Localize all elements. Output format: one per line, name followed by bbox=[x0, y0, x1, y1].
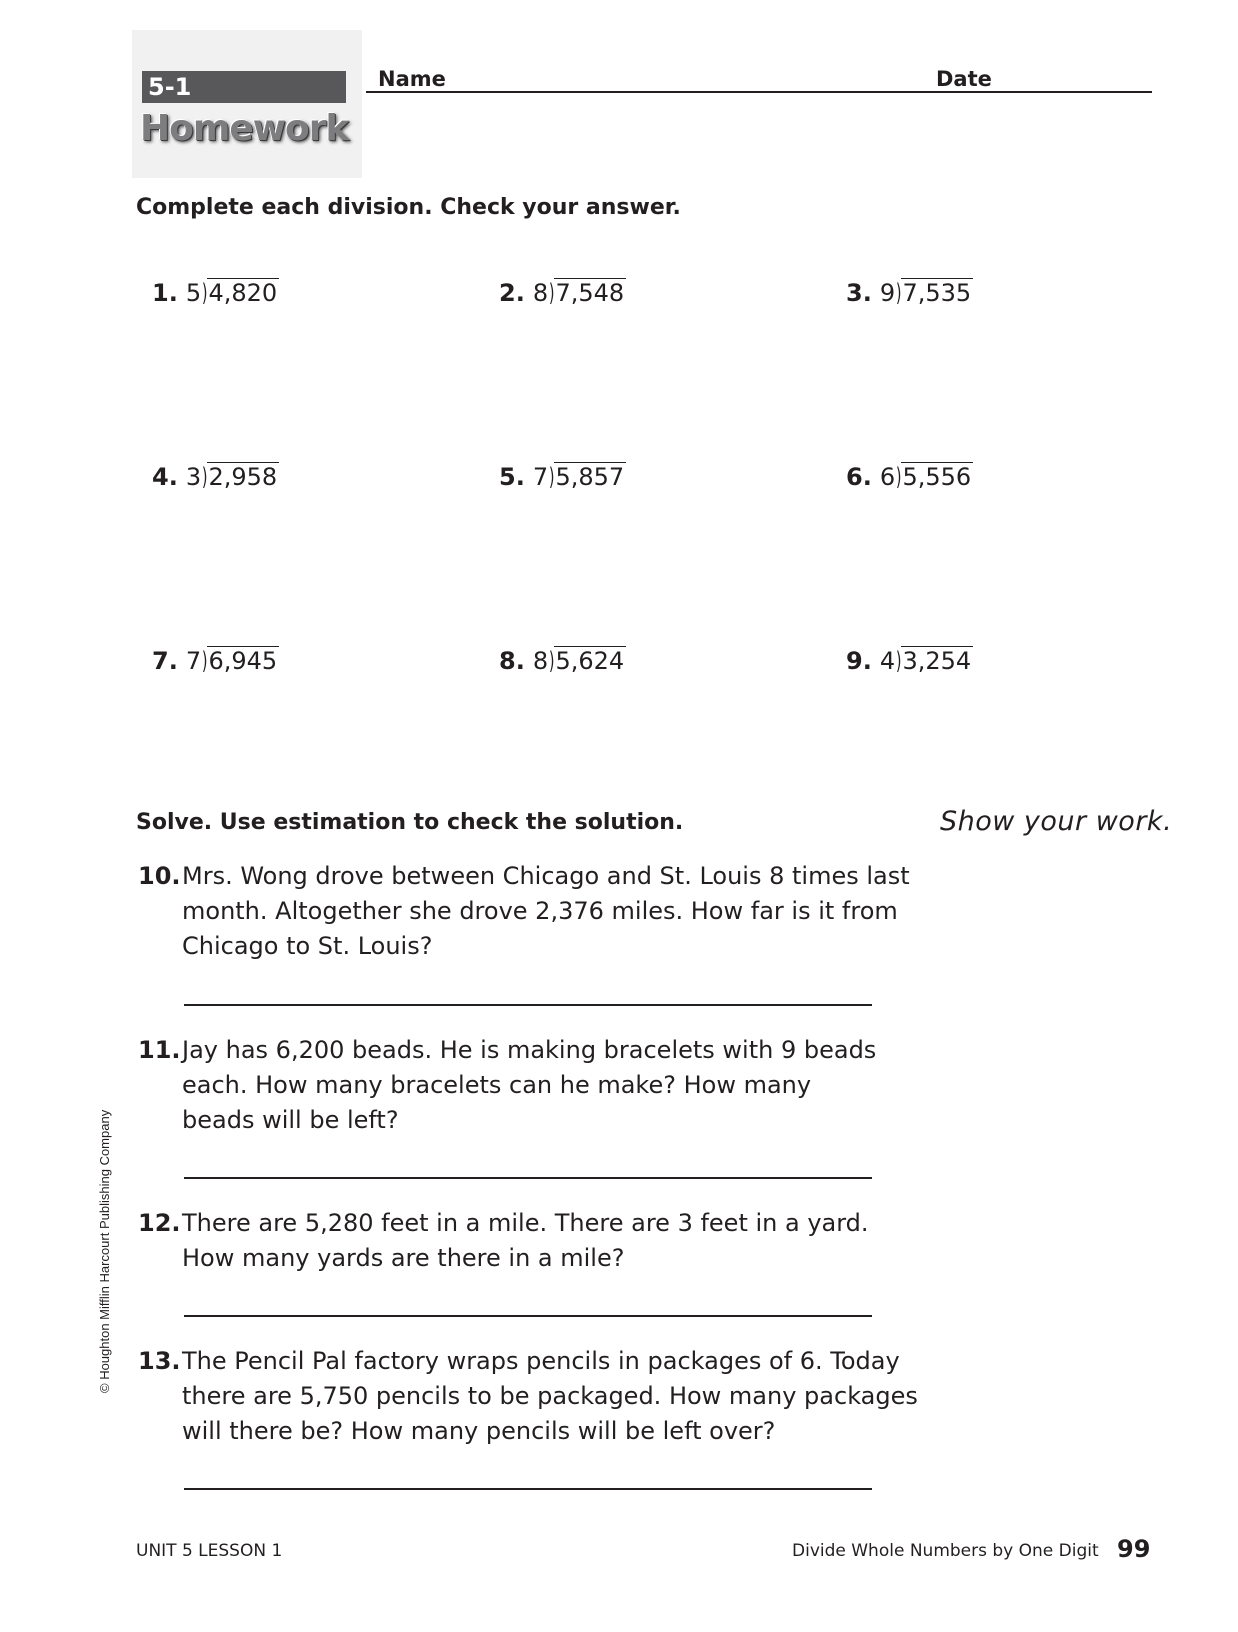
copyright-notice: © Houghton Mifflin Harcourt Publishing Company bbox=[97, 1109, 112, 1393]
problem-number: 7. bbox=[152, 647, 178, 675]
lesson-code: 5-1 bbox=[142, 71, 346, 103]
section2-instruction: Solve. Use estimation to check the solution. bbox=[136, 810, 684, 835]
divisor: 8 bbox=[532, 647, 549, 675]
question-line: beads will be left? bbox=[182, 1106, 399, 1134]
division-problem bbox=[152, 278, 279, 307]
problem-number: 9. bbox=[846, 647, 872, 675]
question-number: 10. bbox=[138, 862, 181, 890]
division-bracket: ) bbox=[548, 463, 555, 491]
division-problem bbox=[499, 462, 626, 491]
division-bracket: ) bbox=[201, 463, 208, 491]
problem-number: 6. bbox=[846, 463, 872, 491]
show-your-work-note: Show your work. bbox=[940, 806, 1173, 837]
division-problem bbox=[846, 646, 973, 675]
division-problem bbox=[846, 462, 973, 491]
answer-line bbox=[184, 1177, 872, 1179]
divisor: 7 bbox=[532, 463, 549, 491]
dividend: 7,535 bbox=[902, 279, 972, 307]
word-problem bbox=[138, 1344, 922, 1449]
division-bracket: ) bbox=[895, 463, 902, 491]
dividend: 7,548 bbox=[555, 279, 625, 307]
division-problem bbox=[499, 278, 626, 307]
question-line: each. How many bracelets can he make? How many bbox=[182, 1071, 812, 1099]
answer-line bbox=[184, 1488, 872, 1490]
section1-instruction: Complete each division. Check your answer. bbox=[136, 195, 681, 220]
division-problem bbox=[152, 646, 279, 675]
dividend: 6,945 bbox=[208, 647, 278, 675]
division-bracket: ) bbox=[548, 647, 555, 675]
problem-number: 1. bbox=[152, 279, 178, 307]
question-line: there are 5,750 pencils to be packaged. How many packages bbox=[182, 1382, 918, 1410]
date-label: Date bbox=[936, 67, 992, 91]
dividend: 5,857 bbox=[555, 463, 625, 491]
question-line: There are 5,280 feet in a mile. There are 3 feet in a yard. bbox=[182, 1209, 869, 1237]
question-line: Mrs. Wong drove between Chicago and St. Louis 8 times last bbox=[182, 862, 910, 890]
footer-lesson-title: Divide Whole Numbers by One Digit bbox=[792, 1541, 1099, 1561]
division-bracket: ) bbox=[201, 279, 208, 307]
page-number: 99 bbox=[1117, 1535, 1151, 1563]
question-line: month. Altogether she drove 2,376 miles. How far is it from bbox=[182, 897, 898, 925]
problem-number: 3. bbox=[846, 279, 872, 307]
dividend: 5,624 bbox=[555, 647, 625, 675]
problem-number: 5. bbox=[499, 463, 525, 491]
problem-number: 8. bbox=[499, 647, 525, 675]
division-problem bbox=[499, 646, 626, 675]
question-line: How many yards are there in a mile? bbox=[182, 1244, 625, 1272]
problem-number: 4. bbox=[152, 463, 178, 491]
word-problem bbox=[138, 1206, 922, 1276]
division-bracket: ) bbox=[201, 647, 208, 675]
divisor: 3 bbox=[185, 463, 202, 491]
lesson-badge bbox=[132, 30, 362, 178]
division-problem bbox=[152, 462, 279, 491]
problem-number: 2. bbox=[499, 279, 525, 307]
question-number: 13. bbox=[138, 1347, 181, 1375]
question-number: 12. bbox=[138, 1209, 181, 1237]
footer-unit-lesson: UNIT 5 LESSON 1 bbox=[136, 1541, 283, 1561]
name-date-line bbox=[366, 91, 1152, 93]
question-line: will there be? How many pencils will be left over? bbox=[182, 1417, 776, 1445]
divisor: 8 bbox=[532, 279, 549, 307]
question-line: Jay has 6,200 beads. He is making bracelets with 9 beads bbox=[182, 1036, 877, 1064]
homework-title: Homework bbox=[140, 108, 349, 149]
answer-line bbox=[184, 1315, 872, 1317]
dividend: 4,820 bbox=[208, 279, 278, 307]
divisor: 9 bbox=[879, 279, 896, 307]
division-problem bbox=[846, 278, 973, 307]
word-problem bbox=[138, 859, 922, 964]
divisor: 5 bbox=[185, 279, 202, 307]
question-number: 11. bbox=[138, 1036, 181, 1064]
dividend: 5,556 bbox=[902, 463, 972, 491]
divisor: 7 bbox=[185, 647, 202, 675]
question-line: The Pencil Pal factory wraps pencils in packages of 6. Today bbox=[182, 1347, 900, 1375]
dividend: 2,958 bbox=[208, 463, 278, 491]
answer-line bbox=[184, 1004, 872, 1006]
divisor: 4 bbox=[879, 647, 896, 675]
division-bracket: ) bbox=[895, 647, 902, 675]
division-bracket: ) bbox=[548, 279, 555, 307]
dividend: 3,254 bbox=[902, 647, 972, 675]
word-problem bbox=[138, 1033, 922, 1138]
divisor: 6 bbox=[879, 463, 896, 491]
division-bracket: ) bbox=[895, 279, 902, 307]
name-label: Name bbox=[378, 67, 446, 91]
question-line: Chicago to St. Louis? bbox=[182, 932, 433, 960]
